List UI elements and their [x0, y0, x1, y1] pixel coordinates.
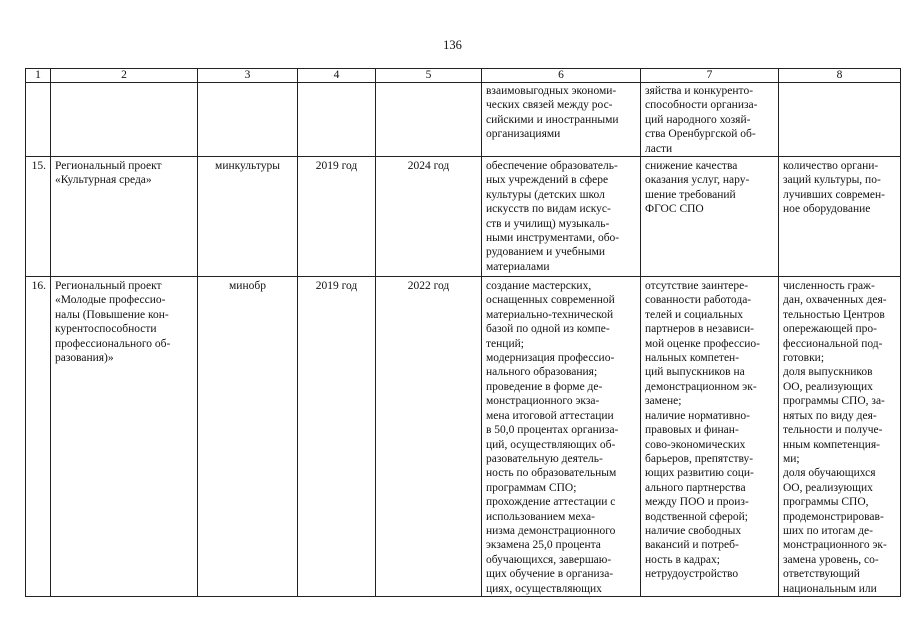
cell-line: искусств по видам искус- [486, 203, 611, 216]
cell-line: проведение в форме де- [486, 380, 603, 393]
start-date-cell: 2019 год [298, 157, 376, 277]
cell-line: оказания услуг, нару- [645, 174, 750, 187]
column-number-row [26, 69, 901, 83]
cell-line: опережающей про- [783, 323, 877, 336]
indicators-cell [779, 157, 901, 277]
project-name-cell [51, 277, 198, 597]
cell-line: ального партнерства [645, 481, 746, 494]
responsible-cell: минобр [198, 277, 298, 597]
cell-line: Региональный проект [55, 160, 162, 173]
cell-line: ОО, реализующих [783, 380, 873, 393]
cell-line: продемонстрировав- [783, 510, 884, 523]
cell-line: прохождение аттестации с [486, 496, 616, 509]
row-number-cell [26, 83, 51, 157]
responsible-cell [198, 83, 298, 157]
cell-line: разования)» [55, 352, 114, 365]
cell-line: программы СПО, [783, 496, 869, 509]
cell-line: базой по одной из компе- [486, 323, 610, 336]
program-table [25, 68, 901, 597]
cell-line: ших по итогам де- [783, 524, 873, 537]
cell-line: количество органи- [783, 160, 879, 173]
cell-line: щих обучение в организа- [486, 568, 614, 581]
table-row [26, 277, 901, 597]
cell-line: телей и социальных [645, 308, 744, 321]
risks-cell [641, 157, 779, 277]
row-number-cell: 16. [26, 277, 51, 597]
end-date-cell: 2022 год [376, 277, 482, 597]
cell-line: использованием меха- [486, 510, 595, 523]
cell-line: доля выпускников [783, 366, 873, 379]
cell-line: «Культурная среда» [55, 174, 152, 187]
cell-line: нальных компетен- [645, 352, 740, 365]
activities-cell [482, 157, 641, 277]
project-name-cell [51, 157, 198, 277]
cell-line: нального образования; [486, 366, 598, 379]
cell-line: рудованием и учебными [486, 246, 606, 259]
cell-line: модернизация профессио- [486, 352, 615, 365]
cell-line: ства Оренбургской об- [645, 128, 756, 141]
cell-line: готовки; [783, 352, 825, 365]
cell-line: партнеров в независи- [645, 323, 754, 336]
cell-line: демонстрационном эк- [645, 380, 757, 393]
cell-line: создание мастерских, [486, 280, 592, 293]
cell-line: материалами [486, 260, 550, 273]
cell-line: циях, осуществляющих [486, 582, 602, 595]
page-number: 136 [443, 38, 462, 52]
cell-line: снижение качества [645, 160, 738, 173]
start-date-cell: 2019 год [298, 277, 376, 597]
header-cell: 8 [779, 69, 901, 83]
cell-line: ций, осуществляющих об- [486, 438, 616, 451]
cell-line: налы (Повышение кон- [55, 308, 169, 321]
risks-cell [641, 277, 779, 597]
cell-line: взаимовыгодных экономи- [486, 85, 617, 97]
cell-line: разовательную деятель- [486, 452, 603, 465]
cell-line: замена уровень, со- [783, 553, 879, 566]
cell-line: организациями [486, 128, 561, 141]
project-name-cell [51, 83, 198, 157]
cell-line: правовых и финан- [645, 424, 739, 437]
cell-line: профессионального об- [55, 337, 171, 350]
cell-line: национальным или [783, 582, 877, 595]
table-row [26, 157, 901, 277]
risks-cell [641, 83, 779, 157]
cell-line: курентоспособности [55, 323, 157, 336]
cell-line: культуры (детских школ [486, 188, 605, 201]
cell-line: материально-технической [486, 308, 614, 321]
cell-line: барьеров, препятству- [645, 452, 754, 465]
cell-line: ное оборудование [783, 203, 871, 216]
cell-line: экзамена 25,0 процента [486, 539, 601, 552]
cell-line: ОО, реализующих [783, 481, 873, 494]
cell-line: лучивших современ- [783, 188, 885, 201]
cell-line: между ПОО и произ- [645, 496, 749, 509]
end-date-cell [376, 83, 482, 157]
cell-line: ответствующий [783, 568, 860, 581]
cell-line: заций культуры, по- [783, 174, 881, 187]
header-cell: 3 [198, 69, 298, 83]
cell-line: ность в кадрах; [645, 553, 720, 566]
cell-line: ческих связей между рос- [486, 99, 613, 112]
row-number-cell: 15. [26, 157, 51, 277]
cell-line: ФГОС СПО [645, 203, 704, 216]
cell-line: отсутствие заинтере- [645, 280, 749, 293]
cell-line: зяйства и конкурентo- [645, 85, 754, 97]
indicators-cell [779, 83, 901, 157]
cell-line: тенций; [486, 337, 524, 350]
cell-line: тельностью Центров [783, 308, 885, 321]
cell-line: нятых по виду дея- [783, 409, 877, 422]
header-cell: 7 [641, 69, 779, 83]
indicators-cell [779, 277, 901, 597]
table-row [26, 83, 901, 157]
cell-line: ций народного хозяй- [645, 113, 751, 126]
header-cell: 6 [482, 69, 641, 83]
cell-line: обеспечение образователь- [486, 160, 618, 173]
cell-line: оснащенных современной [486, 294, 615, 307]
cell-line: ми; [783, 452, 800, 465]
cell-line: низма демонстрационного [486, 524, 616, 537]
cell-line: в 50,0 процентах организа- [486, 424, 619, 437]
cell-line: ность по образовательным [486, 467, 617, 480]
cell-line: ными инструментами, обо- [486, 232, 620, 245]
activities-cell [482, 83, 641, 157]
cell-line: нным компетенция- [783, 438, 880, 451]
cell-line: водственной сферой; [645, 510, 748, 523]
cell-line: шение требований [645, 188, 736, 201]
cell-line: монстрационного экза- [486, 395, 600, 408]
cell-line: монстрационного эк- [783, 539, 887, 552]
cell-line: ных учреждений в сфере [486, 174, 609, 187]
cell-line: нетрудоустройство [645, 568, 739, 581]
cell-line: мена итоговой аттестации [486, 409, 614, 422]
cell-line: вакансий и потреб- [645, 539, 739, 552]
cell-line: сово-экономических [645, 438, 746, 451]
cell-line: наличие свободных [645, 524, 742, 537]
cell-line: программы СПО, за- [783, 395, 885, 408]
header-cell: 5 [376, 69, 482, 83]
responsible-cell: минкультуры [198, 157, 298, 277]
cell-line: тельности и получе- [783, 424, 883, 437]
cell-line: ств и училищ) музыкаль- [486, 217, 610, 230]
header-cell: 4 [298, 69, 376, 83]
cell-line: наличие нормативно- [645, 409, 750, 422]
cell-line: Региональный проект [55, 280, 162, 293]
cell-line: сийскими и иностранными [486, 113, 619, 126]
cell-line: ций выпускников на [645, 366, 745, 379]
cell-line: мой оценке профессио- [645, 337, 760, 350]
cell-line: численность граж- [783, 280, 875, 293]
end-date-cell: 2024 год [376, 157, 482, 277]
cell-line: «Молодые профессио- [55, 294, 166, 307]
cell-line: ласти [645, 142, 673, 155]
cell-line: доля обучающихся [783, 467, 876, 480]
cell-line: фессиональной под- [783, 337, 883, 350]
cell-line: замене; [645, 395, 682, 408]
start-date-cell [298, 83, 376, 157]
header-cell: 2 [51, 69, 198, 83]
cell-line: дан, охваченных дея- [783, 294, 887, 307]
cell-line: сованности работода- [645, 294, 752, 307]
cell-line: способности организа- [645, 99, 758, 112]
cell-line: программам СПО; [486, 481, 577, 494]
activities-cell [482, 277, 641, 597]
cell-line: обучающихся, завершаю- [486, 553, 612, 566]
cell-line: ющих развитию соци- [645, 467, 754, 480]
header-cell: 1 [26, 69, 51, 83]
